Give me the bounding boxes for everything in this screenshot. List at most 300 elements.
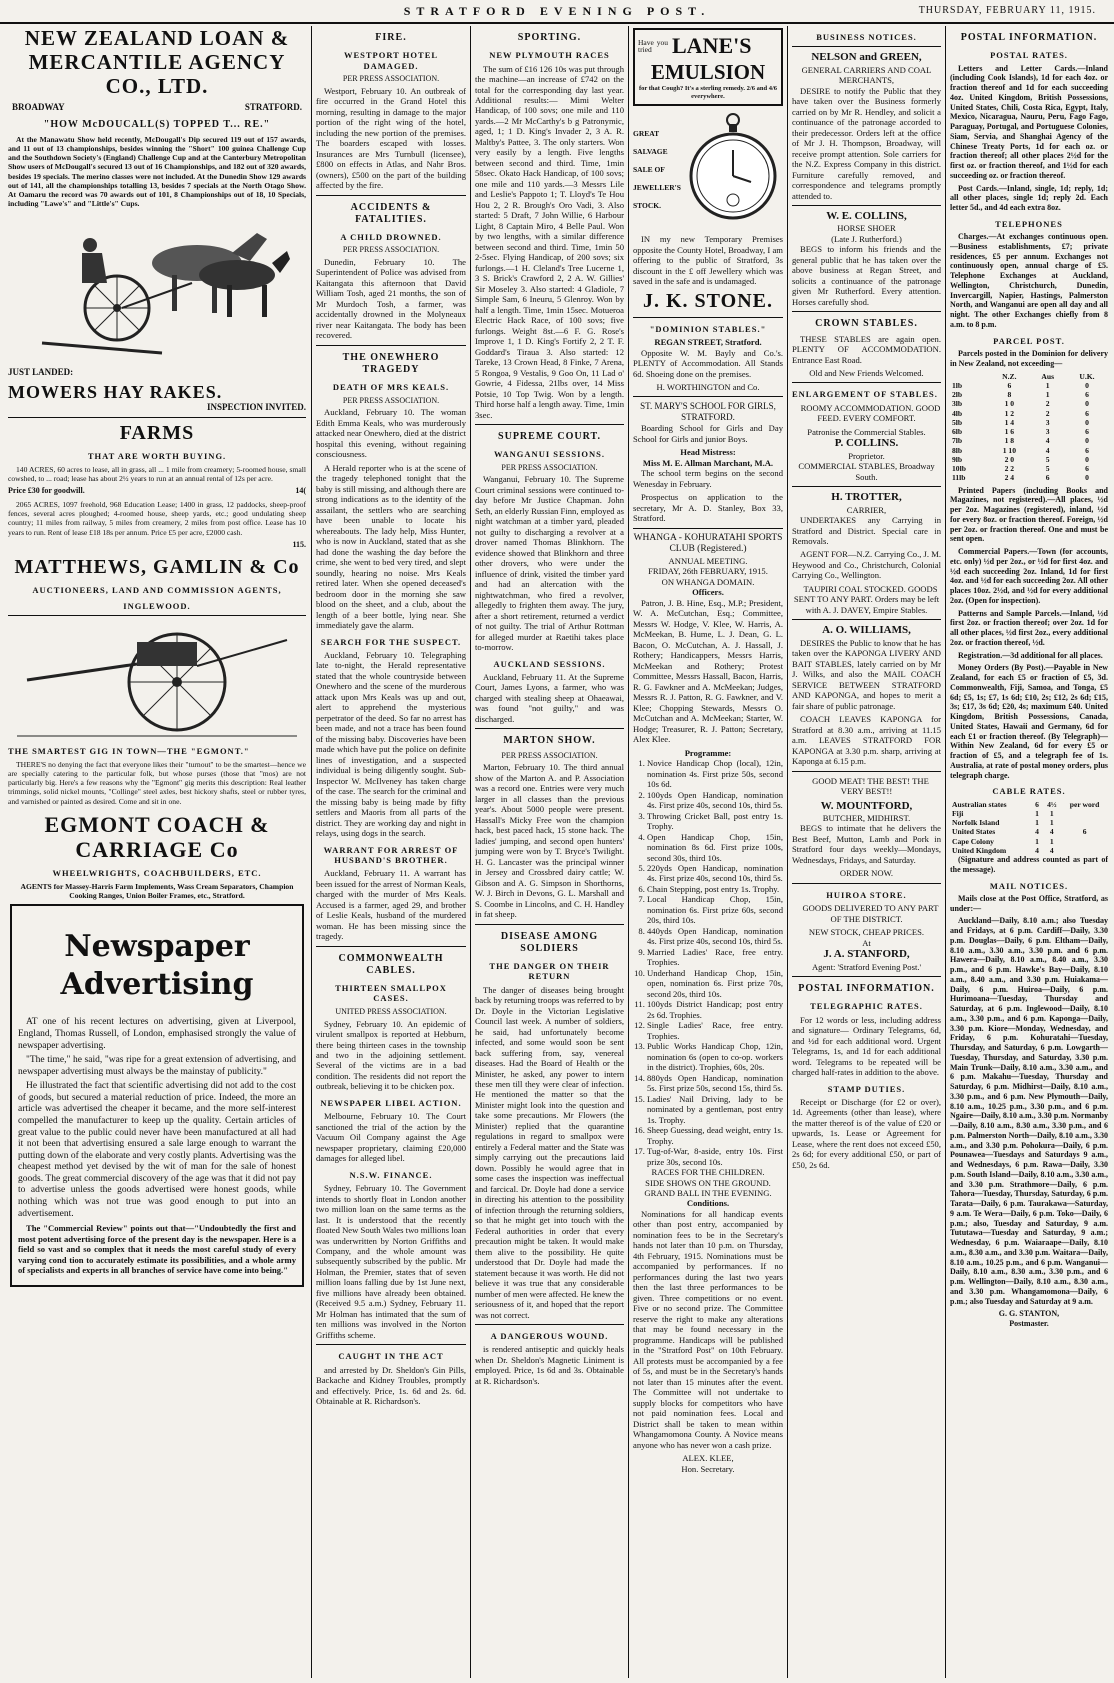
dominion-body: Opposite W. M. Bayly and Co.'s. PLENTY of Accommodation. All Stands 6d. Shoeing done on the premises.	[633, 347, 783, 379]
divider	[633, 528, 783, 529]
mowers-hay-rakes: MOWERS HAY RAKES.	[8, 381, 223, 402]
press-association: PER PRESS ASSOCIATION.	[342, 73, 440, 83]
divider	[475, 924, 624, 925]
parcel-cell: 6	[1085, 445, 1089, 455]
cable-cell: 1	[1049, 808, 1054, 818]
programme-item: 7. Local Handicap Chop, 15in, nomination 6s. First prize 60s, second 20s, third 10s.	[647, 894, 783, 925]
mountford-order: ORDER NOW.	[839, 868, 894, 879]
horse-mower-illustration	[22, 213, 292, 363]
farms-subtitle: THAT ARE WORTH BUYING.	[87, 451, 227, 462]
cable-cell: 1	[1049, 836, 1054, 846]
keals-subheading: DEATH OF MRS KEALS.	[332, 382, 450, 393]
parcel-row	[950, 436, 1108, 445]
parcel-cell: 0	[1085, 454, 1089, 464]
cable-row	[950, 809, 1108, 818]
cable-cell: 1	[1035, 818, 1039, 828]
telephones-heading: TELEPHONES	[995, 218, 1063, 229]
collins-trade: HORSE SHOER	[837, 223, 896, 234]
parcel-cell: 1 6	[1004, 427, 1015, 437]
parcel-table-header	[950, 372, 1108, 381]
cable-row	[950, 800, 1108, 809]
huiroa-heading: HUIROA STORE.	[826, 889, 907, 900]
column-rule	[311, 26, 312, 1678]
column-rule	[945, 26, 946, 1678]
programme-item: 13. Public Works Handicap Chop, 12in, nomination 6s (open to co-op. workers in the district). Trophies, 60s, 20s.	[647, 1041, 783, 1072]
races-subheading: NEW PLYMOUTH RACES	[489, 50, 610, 61]
klee-name: ALEX. KLEE,	[682, 1453, 734, 1464]
farm-1-ref: 14(	[295, 486, 306, 496]
column-4	[633, 26, 783, 1678]
registration-body: Registration.—3d additional for all places.	[958, 650, 1103, 660]
wanganui-subheading: WANGANUI SESSIONS.	[493, 449, 606, 460]
divider	[792, 46, 941, 47]
good-meat: GOOD MEAT! THE BEST! THE VERY BEST!!	[812, 775, 929, 797]
cable-cell: 4	[1049, 845, 1054, 855]
business-notices-heading: BUSINESS NOTICES.	[816, 32, 917, 42]
cable-cell: 6	[1082, 827, 1087, 837]
stanford-name: J. A. STANFORD,	[823, 948, 910, 961]
matthews-trade: AUCTIONEERS, LAND AND COMMISSION AGENTS,	[32, 584, 282, 595]
dominion-stables-heading: "DOMINION STABLES."	[649, 323, 767, 334]
collins-late: (Late J. Rutherford.)	[831, 233, 902, 244]
warrant-subheading: WARRANT FOR ARREST OF HUSBAND'S BROTHER.	[323, 844, 459, 865]
divider	[792, 771, 941, 772]
salvage-line: SALVAGE	[633, 147, 668, 157]
parcel-row	[950, 473, 1108, 482]
parcel-cell: 0	[1085, 436, 1089, 446]
advertising-p1: AT one of his recent lectures on advertising, given at Liverpool, England, Thomas Russell, of London, emphasised strongly the value of newspaper advertising.	[18, 1017, 296, 1051]
parcel-cell: 2 0	[1004, 454, 1015, 464]
fire-heading: FIRE.	[375, 32, 407, 43]
programme-item: 5. 220yds Open Handicap, nomination 4s. First prize 40s, second 10s, third 5s.	[647, 863, 783, 884]
whanga-heading: WHANGA - KOHURATAHI SPORTS CLUB (Registered.)	[633, 532, 783, 555]
races-children: RACES FOR THE CHILDREN.	[651, 1167, 765, 1178]
cable-row	[950, 837, 1108, 846]
enlargement-heading: ENLARGEMENT OF STABLES.	[792, 389, 938, 400]
postal-rates-heading: POSTAL RATES.	[990, 50, 1068, 61]
farm-1: 140 ACRES, 60 acres to lease, all in grass, all ... 1 mile from creamery; 5-roomed house, small cowshed, to ... road; lease has about 2½ years to run at an annual rental of 12s per acre.	[8, 464, 306, 483]
cable-cell: Cape Colony	[952, 836, 994, 846]
matthews-gamlin-name: MATTHEWS, GAMLIN & Co	[14, 555, 300, 578]
crown-body: THESE STABLES are again open. PLENTY OF ACCOMMODATION. Entrance East Road.	[792, 333, 941, 365]
parcel-row	[950, 399, 1108, 408]
programme-item: 11. 100yds District Handicap; post entry 2s 6d. Trophies.	[647, 999, 783, 1020]
trotter-body: UNDERTAKES any Carrying in Stratford and District. Special care in Removals.	[792, 515, 941, 546]
disease-body: The danger of diseases being brought back by returning troops was referred to by Dr. Doyle in the Victorian Legislative Council last week. A number of soldiers, he said, had unfortunately become infected, and some would soon be sent back suffering from, say, venereal diseases. Had the Board of Health or the Minister, he asked, any power to intern these men till they were clear of infection. He mentioned the matter so that the Minister might look into the question and take some precautions. Mr Flowers (the Minister) replied that the quarantine regulations in regard to smallpox were entirely a Federal matter and the State was simply carrying out the precautions laid down. Possibly he would agree that in some cases the inspection was ineffectual and farcical. Dr. Doyle had done a service in directing his attention to the possibility of infection through the returning soldiers, so that he might get into touch with the Federal authorities in order that every precaution might be taken. It would make them alive to the possibility. He quite understood that Dr. Doyle had made the statement because it was worth. He did not believe it was true that any considerable number of men were affected. He knew the seriousness of it, and hoped that the report was not correct.	[475, 984, 624, 1320]
parcel-cell: 0	[1085, 399, 1089, 409]
programme-list	[633, 758, 783, 1167]
school-mistress: Miss M. E. Allman Marchant, M.A.	[642, 457, 774, 468]
parcel-row	[950, 418, 1108, 427]
cable-row	[950, 818, 1108, 827]
stamp-duties-heading: STAMP DUTIES.	[827, 1083, 906, 1094]
press-association: PER PRESS ASSOCIATION.	[342, 245, 440, 255]
programme-item: 6. Chain Stepping, post entry 1s. Trophy.	[647, 884, 783, 894]
sporting-heading: SPORTING.	[517, 32, 582, 43]
school-prospectus: Prospectus on application to the secretary, Mr A. D. Stanley, Box 33, Stratford.	[633, 492, 783, 524]
masthead	[0, 0, 1114, 24]
sideshows: SIDE SHOWS ON THE GROUND.	[645, 1177, 771, 1188]
column-1	[8, 26, 306, 1678]
column-2	[316, 26, 466, 1678]
letters-body: Letters and Letter Cards.—Inland (including Cook Islands), 1d for each 4oz. or fraction thereof and 1d for each succeeding 4oz. United Kingdom, British Possessions, United States, Chili, Costa Rica, Egypt, Italy, Mexico, Nicaragua, Nauru, Peru, Fago Fago, Paraguay, Portugal, and Portuguese Colonies, Siam, Servia, and Shanghai Agency of the Chinese Treaty Ports, 1d for each oz. or fraction thereof; all other places 2½d for the first oz. or fraction thereof, and 1½d for each succeeding oz. or fraction thereof.	[950, 63, 1108, 180]
parcel-row	[950, 446, 1108, 455]
races-body: The sum of £16 126 10s was put through the machine—an increase of £742 on the total for the corresponding day last year. Additional results:— Mimi Welter Handicap, of 100 sovs; one mile and 110 yards.—2 Mr McCarthy's b g Patronymic, aged, 1; 1 D. King's Invader 2, 3 A. R. Maltby's Pattee, 3. The only starters. Won very easily by a length. Five lengths between second and third. Time, 1min 58sec. Okato Hack Handicap, of 100 sovs; one mile and 110 yards.—3 Messrs Lile and Leslie's Pappoto 1; T. Lloyd's Te Hou Hou 2, 2 R. Brough's Oro Vadi, 3. Also started: 5 Draft, 7 John Willie, 6 Harbour Light, 8 Captain Miro, 4 Belle Paul. Won by two lengths, with a similar difference between second and third. Time, 1min 50 2-5sec. Flying Handicap, of 200 sovs; six furlongs.—1 H. Cleland's Tree Lucerne 1, 3 S. Brick's Crawford 2, 2 A. W. Gillies' Sir Moseley 3. Also started: 4 Gladiole, 7 Simple Sam, 6 Ineuru, 5 Glenroy. Won by half a length. Time, 1min 15sec. Motueroa Electric Hack Race, of 100 sovs; five furlongs. Weight 8st.—6 F. G. Rose's Improve 1, 1 D. King's Fortify 2, 2 T. F. Goddard's Tiraua 3. Also started: 12 Tareke, 13 Crown Head, 8 Finke, 7 Arena, 5 Rongoa, 9 Vestalis, 9 Goo On, 11 Lad o' Gowrie, 4 Fidessa, 21lbs over, 14 Miss Potsie, 10 Top Twig. Won by a length. Third horse half a length away. Time, 1min 3sec.	[475, 63, 624, 420]
parcel-col-header: N.Z.	[1002, 371, 1017, 381]
parcel-row	[950, 409, 1108, 418]
parcel-cell: 6	[1007, 380, 1012, 390]
parcel-cell: 6lb	[952, 427, 963, 437]
cable-cell: United States	[952, 827, 996, 837]
smallpox-subheading: THIRTEEN SMALLPOX CASES.	[335, 983, 447, 1004]
fire-body: Westport, February 10. An outbreak of fire occurred in the Grand Hotel this morning, resulting in damage to the major portion of the right wing of the hotel, including the new portion of the premises. The boarders escaped with losses. Insurances are Mrs Turnbull (licensee), £800 on effects in Atlas, and Nahr Bros. (owners), £500 on the part of the building affected by the fire.	[316, 85, 466, 191]
divider	[633, 317, 783, 318]
cable-cell	[1061, 809, 1108, 818]
parcel-cell: 2 2	[1004, 464, 1015, 474]
newspaper-title: STRATFORD EVENING POST.	[403, 4, 711, 18]
enlargement-body: ROOMY ACCOMMODATION. GOOD FEED. EVERY COMFORT.	[800, 402, 941, 424]
money-orders-body: Money Orders (By Post).—Payable in New Zealand, for each £5 or fraction of £5, 3d. Commonwealth, Fiji, Samoa, and Tonga, £5 6d; £5, 1s; £7, 1s 6d; £10, 2s; £12, 2s 6d; £15, 3s; £17, 3s 6d; £20, 4s; maximum £40. United Kingdom, British Possessions, Canada, United States, Hawaii and Germany, 6d for each £1 or fraction thereof. (By Telegraph)—Within New Zealand, 6d for every £5 or fraction of £5, and a telegraph fee of 1s. Australia, at rate of postal money orders, plus telegraph charge.	[950, 663, 1108, 780]
finance-subheading: N.S.W. FINANCE.	[349, 1169, 433, 1180]
divider	[792, 976, 941, 977]
cable-cell: Norfolk Island	[952, 818, 1000, 828]
mountford-body: BEGS to intimate that he delivers the Best Beef, Mutton, Lamb and Pork in Stratford four days weekly—Mondays, Wednesdays, Fridays, and Saturday.	[792, 823, 941, 865]
lanes-for: for that Cough? It's a sterling remedy. 2/6 and 4/6 everywhere.	[638, 85, 778, 101]
mail-body: Auckland—Daily, 8.10 a.m.; also Tuesday and Fridays, at 6 p.m. Cardiff—Daily, 3.30 p.m. Douglas—Daily, 6 p.m. Eltham—Daily, 8.10 a.m., 3.30 a.m., 3.30 p.m. and 6 p.m. Hawera—Daily, 8.10 a.m., 8.40 a.m., 3.30 p.m., and 6 p.m. Hawke's Bay—Daily, 8.10 a.m., 8.40 a.m., and 3.30 p.m. Huiakama—Daily, 6 p.m. Huiroa—Daily, 6 p.m. Hurimoana—Tuesday, Thursday and Saturday, at 6 p.m. Inglewood—Daily, 8.10 a.m., 3.30 p.m., and 6 p.m. Kaponga—Daily, 3.30 p.m. Kiore—Monday, Wednesday, and Friday, 6 p.m. Kohuratahi—Tuesday, Thursday, and Saturday, 6 p.m. Lowgarth—Tuesday, Thursday, and Saturday, 3.30 p.m. Main Trunk—Daily, 8.10 a.m., 3.30 a.m., and 6 p.m. Makahu—Tuesday, Thursday and Saturday, 6 p.m. Midhirst—Daily, 8.10 a.m., 3.30 p.m., and 6 p.m. New Plymouth—Daily, 8.10 a.m., 10.25 p.m., 3.30 p.m., and 6 p.m. Ngaire—Daily, 8.10 a.m., 3.30 p.m. Normanby—Daily, 8.10 a.m., 8.30 a.m., 3.30 p.m., and 6 p.m. Palmerston North—Daily, 8.10 a.m., 3.30 a.m., and 3.30 p.m. Pohokura—Daily, 6 p.m. Pounawea—Tuesdays and Saturdays 9 a.m., and Wednesdays, 6 p.m. Rawa—Daily, 3.30 p.m. South Island—Daily, 8.10 a.m., 3.30 a.m., and 3.30 p.m. Strathmore—Daily, 6 p.m. Tahora—Tuesday, Thursday, Saturday, 6 p.m. Tarata—Daily, 6 p.m. Taurakawa—Saturday, 9 a.m. Te Wera—Daily, 6 p.m. Toko—Daily, 6 p.m.; also, Tuesday and Saturday, 9 a.m. Tututawa—Tuesday and Saturday, 9 a.m.; Wednesday, 6 p.m. Waiaraape—Daily, 8.10 a.m., 8.30 a.m., and 3.30 p.m. Waitara—Daily, 8.10 a.m., 10.25 p.m., and 6 p.m. Wanganui—Daily, 8.10 a.m., 8.30 a.m., 3.30 p.m., and 6 p.m. Wellington—Daily, 8.10 a.m., 8.30 a.m., and 3.30 p.m. Whangamomona—Daily, 6 p.m.; also Tuesday and Saturday at 9 a.m.	[950, 916, 1108, 1306]
divider	[316, 195, 466, 196]
column-rule	[787, 26, 788, 1678]
telegraphic-body: For 12 words or less, including address and signature— Ordinary Telegrams, 6d, and ½d for each additional word. Urgent Telegrams, 1s, and 1d for each additional word. Telegrams to be repeated will be charged half-rates in addition to the above.	[792, 1014, 941, 1078]
cable-cell: Australian states	[952, 799, 1007, 809]
mcdougall-body: At the Manawatu Show held recently, McDougall's Dip secured 119 out of 157 awards, and 11 out of 13 championships, besides winning the "Short" 100 guinea Challenge Cup and the Southdown Society's (England) Challenge Cup and at the Canterbury Metropolitan Show users of McDougall's secured 13 out of 16 Championships, and 182 out of 320 awards, besides 19 specials. The merino classes were not included. At the Dunedin Show 129 awards out of 141, all the championships totalling 13, besides 7 specials at the North Otago Show. At Oamaru the record was 70 awards out of 101, 8 Championships out of 18, 10 Specials, including "Lawe's" and "Little's" Cups.	[8, 134, 306, 209]
programme-item: 16. Sheep Guessing, dead weight, entry 1s. Trophy.	[647, 1125, 783, 1146]
parcel-cell: 4	[1045, 445, 1050, 455]
programme-item: 2. 100yds Open Handicap, nomination 4s. First prize 40s, second 10s, third 5s.	[647, 790, 783, 811]
parcel-cell: 1 2	[1004, 408, 1015, 418]
farm-1-price: Price £30 for goodwill.	[8, 486, 85, 496]
auckland-body: Auckland, February 11. At the Supreme Court, James Lyons, a farmer, who was charged with stealing sheep at Ohaeawai, was found "not guilty," and was discharged.	[475, 671, 624, 724]
trotter-name: H. TROTTER,	[831, 491, 902, 504]
whanga-date: FRIDAY, 26th FEBRUARY, 1915.	[648, 566, 768, 577]
gig-illustration	[17, 620, 297, 740]
signature-title: Postmaster.	[1009, 1319, 1049, 1329]
stamp-duties-body: Receipt or Discharge (for £2 or over), 1d. Agreements (other than lease), where the matter thereof is of the value of £20 or upwards, 1s. Lease or Agreement for Lease, where the rent does not exceed £50, 2s 6d; for every additional £50, or part of £50, 2s 6d.	[792, 1096, 941, 1170]
parcel-cell: 5	[1045, 464, 1050, 474]
lanes-emulsion-ad	[633, 28, 783, 106]
keals-body-1: Auckland, February 10. The woman Edith Emma Keals, who was murderously attacked near Onewhero, died at the district hospital this evening, without regaining consciousness.	[316, 407, 466, 460]
cable-cell: 1	[1035, 836, 1039, 846]
cable-cell: per word	[1069, 799, 1100, 809]
crown-stables-heading: CROWN STABLES.	[815, 318, 918, 330]
trotter-agent: AGENT FOR—N.Z. Carrying Co., J. M. Heywood and Co., Christchurch, Colonial Carrying Co., Wellington.	[792, 549, 941, 581]
trotter-trade: CARRIER,	[846, 504, 887, 515]
grand-ball: GRAND BALL IN THE EVENING.	[644, 1188, 772, 1198]
telephones-body: Charges.—At exchanges continuous open.—Business establishments, £7; private residences, £5 per annum. Exchanges not continuously open, annual charge of £5. Telephone Exchanges at Auckland, Wellington, Christchurch, Dunedin, Invercargill, Napier, Hastings, Palmerston North, and Wanganui are open all day and all night. The other Exchanges chiefly from 8 a.m. to 8 p.m.	[950, 232, 1108, 329]
address-left: BROADWAY	[12, 102, 65, 113]
programme-item: 10. Underhand Handicap Chop, 15in, open, nomination 6s. First prize 70s, second 20s, third 10s.	[647, 968, 783, 999]
parcel-cell: 0	[1085, 380, 1089, 390]
farms-title: FARMS	[119, 422, 195, 445]
matthews-town: INGLEWOOD.	[123, 600, 191, 611]
press-association: PER PRESS ASSOCIATION.	[342, 395, 440, 405]
salvage-line: STOCK.	[633, 201, 661, 211]
cable-table	[950, 800, 1108, 856]
parcel-col-header: Aus	[1041, 371, 1055, 381]
lanes-title-row	[638, 33, 778, 60]
egmont-headline: THE SMARTEST GIG IN TOWN—THE "EGMONT."	[8, 746, 250, 757]
onewhero-heading: THE ONEWHERO TRAGEDY	[342, 351, 440, 376]
salvage-line: SALE OF	[633, 165, 665, 175]
pcollins-address: COMMERCIAL STABLES, Broadway South.	[798, 461, 935, 482]
libel-body: Melbourne, February 10. The Court sanctioned the trial of the action by the Vacuum Oil Company against the Age newspaper proprietary, claiming £20,000 damages for alleged libel.	[316, 1111, 466, 1164]
column-rule	[470, 26, 471, 1678]
mcdougall-headline: "HOW McDOUCALL(S) TOPPED T... RE."	[43, 119, 271, 131]
parcel-row	[950, 464, 1108, 473]
parcel-table	[950, 372, 1108, 483]
keals-body-2: A Herald reporter who is at the scene of the tragedy telephoned tonight that the baby is still missing, and although there are strong indications as to the identity of the assailant, the settlers who are searching have been unable to locate his whereabouts. The lady help, Miss Hunter, who is now in Auckland, stated that as she had done the washing the day before the crime, she went to bed very tired, and slept soundly, hearing no noise. Mrs Keals retired later. When she opened deceased's bedroom door in the morning she saw blood on the sheet, and a club, about the length of a beer bottle, lying near. She immediately gave the alarm.	[316, 462, 466, 631]
divider	[316, 946, 466, 947]
marton-body: Marton, February 10. The third annual show of the Marton A. and P. Association was a record one. Entries were very much larger in all classes than the previous year's. About 5000 people were present. Hassall's Micky Free won the champion hack, best paced hack, 15 stone hack. The ladies' jumping, and second open hunters' jumping were won by T. Bryce's Twilight. H. G. Lancaster was the principal winner in Jersey and Crossbred dairy cattle; W. Gibson and A. G. Simpson in Shorthorns, W. J. Birch in Devons, G. L. Marshall and S. Coombe in Lincolns, and C. H. Handley in fat sheep.	[475, 762, 624, 920]
stone-body: IN my new Temporary Premises opposite the County Hotel, Broadway, I am offering to the public of Stratford, 3s discount in the £ off Jewellery which was saved in the safe and is undamaged.	[633, 234, 783, 287]
enlargement-patronise: Patronise the Commercial Stables.	[807, 426, 926, 437]
telegraphic-heading: TELEGRAPHIC RATES.	[810, 1001, 923, 1012]
parcel-cell: 8	[1007, 390, 1012, 400]
lanes-emulsion: EMULSION	[650, 59, 766, 84]
huiroa-body: GOODS DELIVERED TO ANY PART OF THE DISTRICT.	[802, 903, 939, 924]
divider	[316, 1344, 466, 1345]
child-drowned-subheading: A CHILD DROWNED.	[340, 231, 442, 242]
programme-item: 1. Novice Handicap Chop (local), 12in, nomination 4s. First prize 50s, second 10s 6d.	[647, 758, 783, 789]
parcel-cell: 4lb	[952, 408, 963, 418]
advertising-title-line-1: Newspaper	[64, 929, 250, 965]
programme-item: 15. Ladies' Nail Driving, lady to be nominated by a gentleman, post entry 1s. Trophy.	[647, 1094, 783, 1125]
parcel-row	[950, 455, 1108, 464]
egmont-agents: AGENTS for Massey-Harris Farm Implements, Wass Cream Separators, Champion Cooking Ranges, Union Boiler Frames, etc., Stratford.	[20, 881, 294, 901]
fire-subheading: WESTPORT HOTEL DAMAGED.	[343, 50, 439, 71]
printed-papers-body: Printed Papers (including Books and Magazines, not registered).—All places, ½d per 2oz. Magazines (registered), inland, ½d for every 8oz. or fraction thereof. Foreign, ½d per 2oz. or fraction thereof. One and must be sent open.	[950, 485, 1108, 544]
column-3	[475, 26, 624, 1678]
coach-times: COACH LEAVES KAPONGA for Stratford at 8.30 a.m., arriving at 11.15 a.m. LEAVES STRATFORD FOR KAPONGA at 3.30 p.m. sharp, arriving at Kaponga at 6.15 p.m.	[792, 714, 941, 767]
parcel-cell: 8lb	[952, 445, 963, 455]
parcel-cell: 6	[1085, 464, 1089, 474]
parcel-cell: 1 10	[1002, 445, 1016, 455]
parcel-cell: 0	[1085, 473, 1089, 483]
awilliams-name: A. O. WILLIAMS,	[822, 624, 911, 637]
parcel-cell: 2	[1045, 399, 1050, 409]
postcards-body: Post Cards.—Inland, single, 1d; reply, 1d; all other places, single 1d; reply 2d. Each letter 5d., and 4d each extra 8oz.	[950, 183, 1108, 213]
divider	[792, 311, 941, 312]
pcollins-role: Proprietor.	[848, 450, 885, 461]
programme-item: 12. Single Ladies' Race, free entry. Trophies.	[647, 1020, 783, 1041]
parcel-cell: 2 4	[1004, 473, 1015, 483]
dominion-address: REGAN STREET, Stratford.	[654, 337, 762, 348]
commercial-papers-body: Commercial Papers.—Town (for accounts, etc. only) ½d per 2oz., or ½d for first 4oz. and ½d each succeeding 2oz. Inland, 1d for first 4oz. and ½d for each succeeding 2oz. All other places 10oz. 2½d, and ½d for every additional 2oz. (Open for inspection).	[950, 547, 1108, 605]
taupiri-coal: TAUPIRI COAL STOCKED. GOODS SENT TO ANY PART. Orders may be left with A. J. DAVEY, Empire Stables.	[793, 583, 940, 615]
parcel-cell: 1	[1045, 390, 1050, 400]
lanes-name: LANE'S	[672, 33, 752, 58]
programme-item: 8. 440yds Open Handicap, nomination 4s. First prize 40s, second 10s, third 5s.	[647, 926, 783, 947]
divider	[792, 382, 941, 383]
divider	[316, 345, 466, 346]
signature-name: G. G. STANTON,	[998, 1309, 1060, 1319]
advertising-title	[18, 928, 296, 1003]
cable-cell: 4	[1049, 827, 1054, 837]
child-drowned-body: Dunedin, February 10. The Superintendent of Police was advised from Kaitangata this afternoon that David William Tosh, aged 21 months, the son of Mr Murdoch Tosh, a farmer, was accidentally drowned in the Molyneaux river near Kaitangata. The body has been recovered.	[316, 256, 466, 341]
school-type: Boarding School for Girls and Day School for Girls and junior Boys.	[633, 423, 783, 444]
collins-body: BEGS to inform his friends and the general public that he has taken over the above business at Regan Street, and solicits a continuance of the patronage given Mr Rutherford. Every attention. Horses carefully shod.	[792, 244, 941, 307]
parcel-col-header: U.K.	[1079, 371, 1095, 381]
parcel-cell: 6	[1085, 408, 1089, 418]
programme-item: 17. Tug-of-War, 8-aside, entry 10s. First prize 30s, second 10s.	[647, 1146, 783, 1167]
cable-cell: Fiji	[952, 808, 964, 818]
parcel-cell: 2lb	[952, 390, 963, 400]
divider	[792, 883, 941, 884]
salvage-line: GREAT	[633, 129, 660, 139]
press-association: PER PRESS ASSOCIATION.	[501, 462, 598, 472]
farm-1-price-row	[8, 486, 306, 496]
cable-cell: 1	[1049, 818, 1054, 828]
wound-body: is rendered antiseptic and quickly heals when Dr. Sheldon's Magnetic Liniment is employed. Price, 1s 6d and 3s. Obtainable at R. Richardson's.	[475, 1344, 624, 1386]
postal-information-heading: POSTAL INFORMATION.	[960, 32, 1098, 43]
advertising-title-line-2: Advertising	[60, 966, 254, 1002]
divider	[475, 1324, 624, 1325]
parcel-cell: 1	[1045, 380, 1050, 390]
salvage-line: JEWELLER'S	[633, 183, 681, 193]
programme-item: 14. 880yds Open Handicap, nomination 5s. First prize 50s, second 15s, third 5s.	[647, 1073, 783, 1094]
parcel-row	[950, 381, 1108, 390]
supreme-court-heading: SUPREME COURT.	[498, 431, 601, 443]
cable-row	[950, 846, 1108, 855]
officers-label: Officers.	[692, 587, 724, 598]
huiroa-stock: NEW STOCK, CHEAP PRICES.	[808, 927, 925, 938]
cable-cell: 6	[1035, 799, 1039, 809]
advertising-p3: He illustrated the fact that scientific advertising did not add to the cost of goods, but secured a material reduction of price. Indeed, the more an article was advertised the cheaper it became, and the more self-interest compelled the manufacturer to keep up the quality. Certain articles of great value to the public could never have been manufactured at all had it not been that advertising ensured a sale large enough to warrant the putting down of the elaborate and very costly plants. Advertising was the cheapest method yet devised by the wit of man for the sale of honest goods. The great commercial discovery of the age was that it did not pay to advertise unless the goods advertised were honest goods, while nothing which was not true was good enough to put into an advertisement.	[18, 1081, 296, 1219]
auckland-subheading: AUCKLAND SESSIONS.	[493, 658, 606, 669]
parcel-cell: 1 4	[1004, 417, 1015, 427]
cable-cell: 4	[1035, 845, 1039, 855]
conditions-label: Conditions.	[686, 1198, 730, 1209]
lanes-small: Have you tried	[638, 37, 668, 55]
parcel-cell: 6	[1085, 390, 1089, 400]
cable-cell: 4½	[1047, 799, 1057, 809]
finance-body: Sydney, February 10. The Government intends to shortly float in London another two million loan on the same terms as the last. It is understood that the recently floated New South Wales two millions loan was underwritten by Norton Griffiths and Company, and the whole amount was subsequently subscribed by the public. Mr Holman, the Premier, states that of seven million loans falling due by 1st June next, five millions have already been obtained. (Received 9.5 a.m.) Sydney, February 11. Mr Holman has intimated that the sum of ten millions was involved in the Norton Griffiths scheme.	[316, 1183, 466, 1340]
cable-cell	[1061, 837, 1108, 846]
divider	[8, 417, 306, 418]
disease-heading: DISEASE AMONG SOLDIERS	[500, 930, 599, 954]
parcel-row	[950, 427, 1108, 436]
parcel-cell: 7lb	[952, 436, 963, 446]
mail-notices-heading: MAIL NOTICES.	[989, 880, 1069, 891]
cable-cell: 4	[1035, 827, 1039, 837]
huiroa-at: At	[862, 937, 871, 948]
divider	[792, 619, 941, 620]
cable-cell	[1061, 846, 1108, 855]
press-association: UNITED PRESS ASSOCIATION.	[335, 1006, 447, 1016]
parcel-cell: 3lb	[952, 399, 963, 409]
parcel-cell: 9lb	[952, 454, 963, 464]
nelson-body: DESIRE to notify the Public that they have taken over the Business formerly carried on by Mr R. Hendley, and solicit a continuance of the patronage accorded to their predecessor. Orders left at the office of Mr J. H. Thompson, Broadway, will receive prompt attention. Sole carriers for the N.Z. Express Company in this district. Furniture carefully removed, and correspondence and telegrams promptly attended to.	[792, 85, 941, 201]
parcel-cell: 5	[1045, 454, 1050, 464]
column-5	[792, 26, 941, 1678]
parcel-cell: 2	[1045, 408, 1050, 418]
warrant-body: Auckland, February 11. A warrant has been issued for the arrest of Norman Keals, charged with the murder of Mrs Keals. Accused is a farmer, aged 29, and brother of Leslie Keals, husband of the murdered woman. He has been missing since the tragedy.	[316, 868, 466, 942]
divider	[8, 615, 306, 616]
parcel-row	[950, 390, 1108, 399]
issue-date: THURSDAY, FEBRUARY 11, 1915.	[918, 5, 1096, 16]
patterns-body: Patterns and Sample Parcels.—Inland, ½d first 2oz. or fraction thereof; over 2oz. 1d for all other places, ½d first 2oz., every additional 2oz. or fraction thereof, ½d.	[950, 608, 1108, 647]
collins-name: W. E. COLLINS,	[826, 210, 907, 223]
inspection-invited: INSPECTION INVITED.	[206, 402, 306, 413]
divider	[792, 205, 941, 206]
parcel-cell: 0	[1085, 417, 1089, 427]
salvage-text	[633, 125, 689, 215]
nelson-trade: GENERAL CARRIERS AND COAL MERCHANTS,	[801, 64, 932, 86]
parcel-cell: 5lb	[952, 417, 963, 427]
egmont-trade: WHEELWRIGHTS, COACHBUILDERS, ETC.	[52, 868, 262, 879]
parcel-cell: 11lb	[952, 473, 966, 483]
mail-intro: Mails close at the Post Office, Stratford, as under:—	[950, 893, 1108, 913]
egmont-coach-name: EGMONT COACH & CARRIAGE Co	[44, 811, 270, 863]
cable-row	[950, 827, 1108, 836]
cable-note: (Signature and address counted as part of the message).	[950, 855, 1108, 874]
accidents-heading: ACCIDENTS & FATALITIES.	[350, 201, 432, 225]
parcel-post-heading: PARCEL POST.	[993, 335, 1065, 346]
klee-title: Hon. Secretary.	[681, 1463, 735, 1474]
cables-heading: COMMONWEALTH CABLES.	[338, 952, 444, 976]
officers-body: Patron, J. B. Hine, Esq., M.P.; President, W. A. McCutchan, Esq.; Committee, Messrs W. Hodge, V. Klee, W. Harris, A. McMeekan, B. Hume, L. J. Dean, G. L. Bacon, O. McCutchan, A. J. Hassall, J. Rothery; Handicappers, Messrs Harris, McMeekan and Rothery; Protest Committee, Messrs Hassall, Bacon, Harris, R. G. Fawkner and A. McMeekan; Judges, Messrs R. J. Patton, R. G. Fawkner, and V. Klee; Chopping Stewards, Messrs O. McCutchan and A. McMeekan; Starter, W. Hodge; Treasurer, R. J. Patton; Secretary, Alex Klee.	[633, 597, 783, 745]
cable-cell: 1	[1035, 808, 1039, 818]
salvage-ad	[633, 110, 783, 230]
libel-subheading: NEWSPAPER LIBEL ACTION.	[320, 1097, 462, 1108]
whanga-meeting: ANNUAL MEETING.	[668, 555, 748, 566]
parcel-cell: 3	[1045, 417, 1050, 427]
school-mistress-label: Head Mistress:	[680, 447, 736, 458]
newspaper-advertising-box	[10, 904, 304, 1286]
address-right: STRATFORD.	[244, 102, 302, 113]
divider	[633, 396, 783, 397]
advertising-p2: "The time," he said, "was ripe for a great extension of advertising, and newspaper advertising must always be the mainstay of publicity."	[18, 1055, 296, 1077]
parcel-cell: 3	[1045, 427, 1050, 437]
nelson-name: NELSON and GREEN,	[811, 51, 922, 64]
stone-name: J. K. STONE.	[643, 289, 773, 312]
wound-subheading: A DANGEROUS WOUND.	[490, 1331, 609, 1342]
school-term: The school term begins on the second Wenesday in February.	[633, 468, 783, 489]
cable-rates-heading: CABLE RATES.	[992, 786, 1066, 797]
divider	[475, 424, 624, 425]
farm-2-ref: 115.	[292, 539, 306, 549]
search-body: Auckland, February 10. Telegraphing late to-night, the Herald representative stated that the whole countryside between Onewhero and the scene of the murderous attack upon Mrs Keals was up and out, alert to apprehend the mysterious perpetrator of the deed. So far no arrest has been made, and not a trace has been found of the missing baby. Discoveries have been made which have put the police on definite lines of investigation, and a suspected individual is being diligently sought. Sub-Inspector W. McIlveney has taken charge of the case. The search for the criminal and the missing baby is being made by fifty settlers and Maoris from all parts of the district. They are working day and night in relays, using dogs in the search.	[316, 649, 466, 839]
column-rule	[628, 26, 629, 1678]
parcel-cell: 1 8	[1004, 436, 1015, 446]
parcel-cell: 1 0	[1004, 399, 1015, 409]
parcel-body: Parcels posted in the Dominion for delivery in New Zealand, not exceeding—	[950, 349, 1108, 368]
stanford-agent: Agent: 'Stratford Evening Post.'	[811, 961, 922, 972]
pcollins-name: P. COLLINS.	[834, 437, 899, 450]
pocket-watch-icon	[689, 110, 777, 230]
parcel-cell: 10lb	[952, 464, 966, 474]
advertising-p4: The "Commercial Review" points out that—"Undoubtedly the first and most potent advertising force of the present day is the newspaper. Here is a field so vast and so complex that it needs the most careful study of every varying cond tion to accurately estimate its possibilities, and a whole army of specialists and experts in all branches of service have come into being."	[18, 1223, 296, 1276]
divider	[475, 728, 624, 729]
column-6	[950, 26, 1108, 1678]
search-subheading: SEARCH FOR THE SUSPECT.	[320, 636, 462, 647]
conditions-body: Nominations for all handicap events other than post entry, accompanied by nomination fees to be in the Secretary's hands not later than 10 p.m. on Thursday, 4th February, 1915. Nominations must be accompanied by performances. If no performances during the last two years then the last three performances to be given. Three competitions or no event. Five or no second prize. The Committee reserve the right to make any alterations that may be found necessary in the programme. Handicaps will be published in the "Stratford Post" on 10th February. All protests must be accompanied by a fee of 5s, and must be in the Secretary's hands not later than 15 minutes after the event. The Committee will not undertake to supply blocks for competitors who have not paid nomination fees. Local and District shall be taken to mean within Whangamomona County. A Novice means anyone who has never won a cash prize.	[633, 1208, 783, 1450]
just-landed: JUST LANDED:	[8, 366, 74, 377]
marton-heading: MARTON SHOW.	[503, 735, 596, 747]
caught-subheading: CAUGHT IN THE ACT	[338, 1351, 444, 1362]
awilliams-body: DESIRES the Public to know that he has taken over the KAPONGA LIVERY AND BAIT STABLES, lately carried on by Mr J. Wilks, and also the MAIL COACH SERVICE BETWEEN STRATFORD AND KAPONGA, and hopes to merit a fair share of public patronage.	[792, 637, 941, 711]
mountford-name: W. MOUNTFORD,	[820, 799, 913, 812]
programme-item: 3. Throwing Cricket Ball, post entry 1s. Trophy.	[647, 811, 783, 832]
